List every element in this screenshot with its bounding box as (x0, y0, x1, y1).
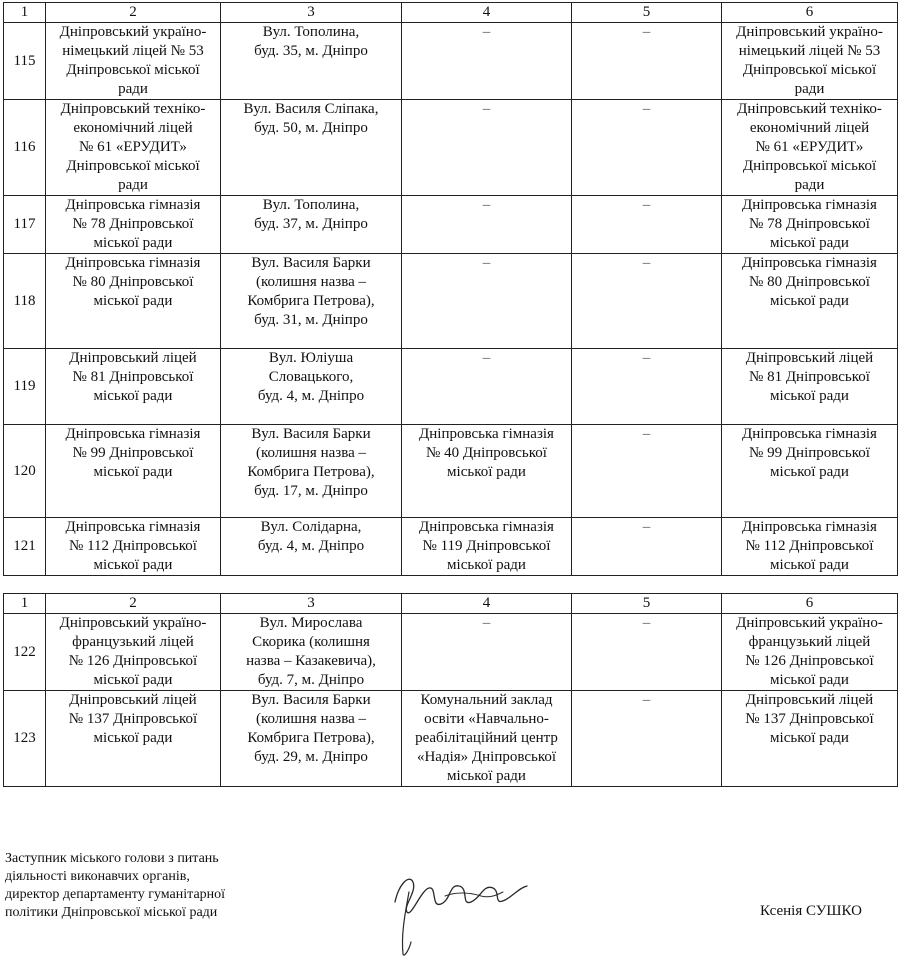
address-line: буд. 29, м. Дніпро (254, 749, 368, 765)
column-5-value: – (572, 614, 722, 691)
address-line: Вул. Солідарна, (260, 519, 362, 535)
address (221, 614, 402, 691)
column-5-value: – (572, 254, 722, 349)
address-line: (колишня назва – (256, 711, 366, 727)
new-institution-name-line: № 61 «ЕРУДИТ» (755, 139, 864, 155)
new-institution-name-line: міської ради (770, 672, 849, 688)
header-col-6: 6 (722, 3, 898, 23)
new-institution-name-line: Дніпровський україно- (736, 24, 883, 40)
column-4-value-line: міської ради (447, 464, 526, 480)
new-institution-name-line: Дніпровської міської (742, 62, 877, 78)
new-institution-name-line: Дніпровська гімназія (742, 519, 877, 535)
row-number: 117 (4, 196, 46, 254)
column-5-value: – (572, 100, 722, 196)
table-row (4, 518, 898, 576)
header-col-2: 2 (46, 3, 221, 23)
address-line: (колишня назва – (256, 274, 366, 290)
schools-table-part-2 (3, 593, 898, 787)
new-institution-name-line: ради (794, 177, 825, 193)
institution-name-line: Дніпровська гімназія (65, 255, 201, 271)
new-institution-name-line: Дніпровський україно- (736, 615, 883, 631)
column-5-value: – (572, 425, 722, 518)
institution-name-line: Дніпровський ліцей (69, 692, 197, 708)
institution-name-line: № 137 Дніпровської (68, 711, 198, 727)
address-line: буд. 4, м. Дніпро (257, 538, 365, 554)
new-institution-name-line: № 80 Дніпровської (749, 274, 870, 290)
new-institution-name-line: Дніпровська гімназія (742, 426, 877, 442)
header-col-6: 6 (722, 594, 898, 614)
address-line: Вул. Тополина, (262, 197, 360, 213)
new-institution-name-line: № 78 Дніпровської (749, 216, 870, 232)
signatory-position (5, 850, 305, 922)
new-institution-name (722, 254, 898, 349)
table-row (4, 349, 898, 425)
column-4-value-line: № 119 Дніпровської (422, 538, 551, 554)
row-number: 116 (4, 100, 46, 196)
new-institution-name-line: французький ліцей (748, 634, 871, 650)
column-4-value-line: Дніпровська гімназія (419, 426, 554, 442)
new-institution-name-line: Дніпровський ліцей (745, 692, 874, 708)
header-col-4: 4 (402, 3, 572, 23)
position-line: директор департаменту гуманітарної (5, 887, 226, 902)
table-row (4, 254, 898, 349)
new-institution-name (722, 23, 898, 100)
new-institution-name-line: № 137 Дніпровської (745, 711, 874, 727)
address-line: (колишня назва – (256, 445, 366, 461)
new-institution-name-line: Дніпровська гімназія (742, 255, 877, 271)
address-line: буд. 35, м. Дніпро (254, 43, 368, 59)
institution-name (46, 691, 221, 787)
table-row (4, 23, 898, 100)
column-4-value-line: Дніпровська гімназія (419, 519, 554, 535)
column-4-value-line: № 40 Дніпровської (426, 445, 547, 461)
row-number: 121 (4, 518, 46, 576)
handwritten-signature (385, 862, 535, 962)
column-4-value (402, 196, 572, 254)
address-line: буд. 50, м. Дніпро (254, 120, 368, 136)
new-institution-name (722, 100, 898, 196)
column-4-value-line: «Надія» Дніпровської (416, 749, 557, 765)
address (221, 425, 402, 518)
column-4-value (402, 518, 572, 576)
institution-name-line: Дніпровська гімназія (65, 197, 201, 213)
address-line: буд. 17, м. Дніпро (254, 483, 368, 499)
new-institution-name (722, 614, 898, 691)
address-line: Вул. Юліуша (268, 350, 354, 366)
new-institution-name-line: Дніпровський техніко- (737, 101, 882, 117)
institution-name-line: Дніпровської міської (66, 158, 200, 174)
institution-name-line: Дніпровський ліцей (69, 350, 197, 366)
new-institution-name-line: міської ради (770, 557, 849, 573)
address-line: Вул. Василя Барки (251, 692, 371, 708)
header-col-2: 2 (46, 594, 221, 614)
position-line: діяльності виконавчих органів, (5, 869, 190, 884)
table-row (4, 196, 898, 254)
schools-table-part-1 (3, 2, 898, 576)
position-line: Заступник міського голови з питань (5, 851, 219, 866)
column-4-value-line: – (482, 255, 491, 271)
institution-name-line: міської ради (93, 235, 173, 251)
column-4-value-line: міської ради (447, 557, 526, 573)
new-institution-name-line: № 126 Дніпровської (745, 653, 874, 669)
column-4-value-line: – (482, 24, 491, 40)
new-institution-name-line: німецький ліцей № 53 (738, 43, 881, 59)
new-institution-name-line: № 81 Дніпровської (749, 369, 870, 385)
column-4-value-line: – (482, 350, 491, 366)
column-4-value (402, 691, 572, 787)
institution-name (46, 518, 221, 576)
row-number: 120 (4, 425, 46, 518)
address (221, 691, 402, 787)
column-4-value (402, 614, 572, 691)
column-4-value (402, 254, 572, 349)
new-institution-name (722, 691, 898, 787)
new-institution-name-line: економічний ліцей (749, 120, 870, 136)
institution-name-line: № 112 Дніпровської (69, 538, 197, 554)
address-line: Скорика (колишня (252, 634, 370, 650)
institution-name (46, 100, 221, 196)
column-5-value: – (572, 349, 722, 425)
new-institution-name-line: Дніпровської міської (742, 158, 877, 174)
row-number: 119 (4, 349, 46, 425)
address-line: буд. 7, м. Дніпро (257, 672, 365, 688)
address-line: Вул. Василя Барки (251, 255, 371, 271)
column-4-value (402, 349, 572, 425)
institution-name (46, 349, 221, 425)
institution-name-line: Дніпровської міської (66, 62, 200, 78)
new-institution-name (722, 425, 898, 518)
signer-name: Ксенія СУШКО (760, 903, 862, 919)
address (221, 349, 402, 425)
address-line: буд. 31, м. Дніпро (254, 312, 368, 328)
institution-name-line: французький ліцей (72, 634, 194, 650)
address (221, 518, 402, 576)
address (221, 254, 402, 349)
column-4-value-line: – (482, 101, 491, 117)
column-4-value-line: – (482, 197, 491, 213)
institution-name-line: № 61 «ЕРУДИТ» (79, 139, 187, 155)
institution-name-line: німецький ліцей № 53 (62, 43, 204, 59)
table-header-row (4, 3, 898, 23)
institution-name-line: Дніпровська гімназія (65, 426, 201, 442)
column-4-value-line: міської ради (447, 768, 526, 784)
row-number: 123 (4, 691, 46, 787)
new-institution-name (722, 196, 898, 254)
new-institution-name-line: № 112 Дніпровської (745, 538, 874, 554)
address-line: буд. 37, м. Дніпро (254, 216, 368, 232)
row-number: 115 (4, 23, 46, 100)
address (221, 196, 402, 254)
institution-name (46, 614, 221, 691)
table-row (4, 425, 898, 518)
new-institution-name-line: міської ради (770, 388, 849, 404)
institution-name-line: міської ради (93, 730, 173, 746)
address-line: буд. 4, м. Дніпро (257, 388, 365, 404)
address (221, 100, 402, 196)
header-col-1: 1 (4, 594, 46, 614)
column-4-value (402, 425, 572, 518)
column-4-value-line: Комунальний заклад (420, 692, 553, 708)
new-institution-name (722, 518, 898, 576)
address-line: Комбрига Петрова), (247, 464, 375, 480)
address-line: Вул. Мирослава (259, 615, 363, 631)
address-line: Вул. Тополина, (262, 24, 360, 40)
header-col-3: 3 (221, 3, 402, 23)
table-row (4, 614, 898, 691)
column-5-value: – (572, 691, 722, 787)
new-institution-name-line: Дніпровська гімназія (742, 197, 877, 213)
institution-name-line: № 126 Дніпровської (68, 653, 198, 669)
column-4-value (402, 23, 572, 100)
row-number: 122 (4, 614, 46, 691)
institution-name-line: Дніпровський україно- (59, 615, 207, 631)
table-header-row (4, 594, 898, 614)
institution-name (46, 23, 221, 100)
column-5-value: – (572, 23, 722, 100)
institution-name-line: міської ради (93, 388, 173, 404)
institution-name-line: Дніпровська гімназія (65, 519, 201, 535)
institution-name-line: міської ради (93, 672, 173, 688)
new-institution-name (722, 349, 898, 425)
header-col-5: 5 (572, 3, 722, 23)
institution-name-line: № 78 Дніпровської (72, 216, 194, 232)
header-col-4: 4 (402, 594, 572, 614)
institution-name-line: ради (118, 81, 148, 97)
institution-name-line: ради (118, 177, 148, 193)
row-number: 118 (4, 254, 46, 349)
header-col-3: 3 (221, 594, 402, 614)
column-5-value: – (572, 518, 722, 576)
institution-name-line: економічний ліцей (73, 120, 193, 136)
column-4-value (402, 100, 572, 196)
header-col-1: 1 (4, 3, 46, 23)
new-institution-name-line: міської ради (770, 293, 849, 309)
new-institution-name-line: міської ради (770, 464, 849, 480)
column-5-value: – (572, 196, 722, 254)
new-institution-name-line: № 99 Дніпровської (749, 445, 870, 461)
address (221, 23, 402, 100)
institution-name-line: Дніпровський техніко- (60, 101, 206, 117)
column-4-value-line: освіти «Навчально- (424, 711, 549, 727)
column-4-value-line: – (482, 615, 491, 631)
address-line: Комбрига Петрова), (247, 293, 375, 309)
institution-name-line: № 99 Дніпровської (72, 445, 194, 461)
institution-name-line: Дніпровський україно- (59, 24, 207, 40)
address-line: Словацького, (268, 369, 354, 385)
institution-name-line: міської ради (93, 557, 173, 573)
column-4-value-line: реабілітаційний центр (415, 730, 558, 746)
address-line: назва – Казакевича), (246, 653, 376, 669)
new-institution-name-line: міської ради (770, 730, 849, 746)
institution-name-line: № 81 Дніпровської (72, 369, 194, 385)
institution-name-line: № 80 Дніпровської (72, 274, 194, 290)
new-institution-name-line: міської ради (770, 235, 849, 251)
institution-name-line: міської ради (93, 293, 173, 309)
table-row (4, 691, 898, 787)
position-line: політики Дніпровської міської ради (5, 905, 218, 920)
new-institution-name-line: ради (794, 81, 825, 97)
institution-name (46, 425, 221, 518)
address-line: Комбрига Петрова), (247, 730, 375, 746)
institution-name (46, 196, 221, 254)
institution-name-line: міської ради (93, 464, 173, 480)
table-row (4, 100, 898, 196)
header-col-5: 5 (572, 594, 722, 614)
institution-name (46, 254, 221, 349)
new-institution-name-line: Дніпровський ліцей (745, 350, 874, 366)
address-line: Вул. Василя Сліпака, (243, 101, 379, 117)
address-line: Вул. Василя Барки (251, 426, 371, 442)
